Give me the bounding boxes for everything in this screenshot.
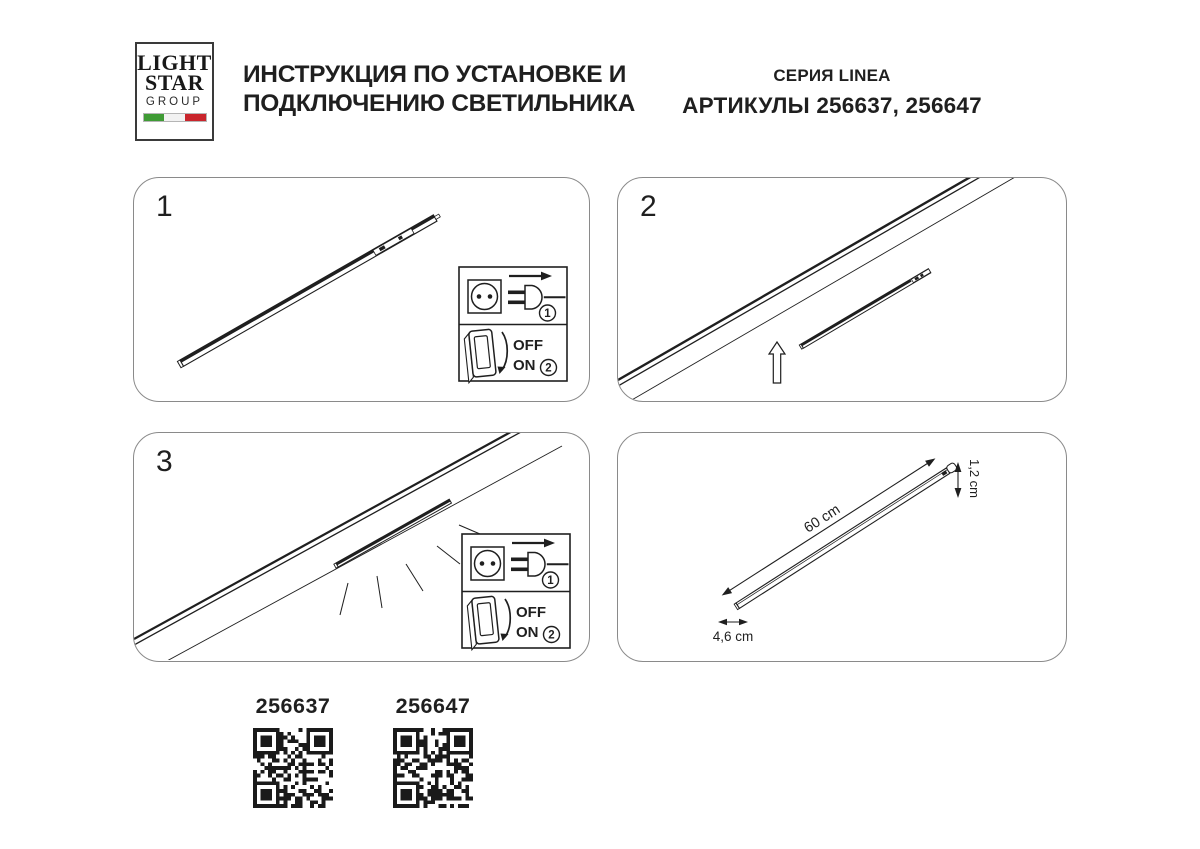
length-dimension bbox=[712, 443, 937, 598]
width-dimension-label: 4,6 cm bbox=[712, 629, 754, 644]
step-2-illustration bbox=[618, 178, 1066, 400]
page-title bbox=[243, 60, 663, 118]
light-fixture bbox=[799, 269, 931, 349]
series-label: СЕРИЯ LINEA bbox=[773, 66, 891, 85]
step-number-badge-1 bbox=[543, 572, 559, 588]
qr-article-label: 256637 bbox=[255, 694, 331, 718]
on-label: ON bbox=[513, 357, 536, 374]
svg-text:2: 2 bbox=[548, 629, 555, 642]
qr-block-256637 bbox=[251, 694, 335, 808]
track-rail bbox=[618, 178, 1022, 400]
flag-white bbox=[164, 114, 185, 121]
svg-text:1: 1 bbox=[544, 308, 551, 321]
step-panel-1 bbox=[133, 177, 590, 402]
step-1-illustration bbox=[134, 178, 589, 400]
flag-red bbox=[185, 114, 206, 121]
dimensions-panel bbox=[617, 432, 1067, 662]
svg-text:2: 2 bbox=[545, 362, 552, 375]
power-instructions-inset bbox=[462, 534, 570, 650]
flag-green bbox=[144, 114, 165, 121]
light-fixture bbox=[177, 212, 441, 367]
qr-code bbox=[253, 728, 333, 808]
articles-label: АРТИКУЛЫ 256637, 256647 bbox=[682, 93, 982, 118]
width-dimension bbox=[713, 619, 754, 644]
off-label: OFF bbox=[513, 337, 543, 354]
off-label: OFF bbox=[516, 604, 546, 621]
qr-block-256647 bbox=[391, 694, 475, 808]
power-instructions-inset bbox=[459, 267, 567, 383]
logo-light: LIGHT bbox=[137, 50, 212, 75]
svg-text:1: 1 bbox=[547, 575, 554, 588]
brand-logo bbox=[135, 42, 214, 141]
step-number-badge-2 bbox=[541, 360, 557, 376]
page-title-line2: ПОДКЛЮЧЕНИЮ СВЕТИЛЬНИКА bbox=[243, 90, 635, 117]
step-number-badge-2 bbox=[544, 627, 560, 643]
height-dimension-label: 1,2 cm bbox=[967, 459, 982, 499]
step-3-number: 3 bbox=[156, 445, 173, 478]
step-2-number: 2 bbox=[640, 190, 657, 223]
light-fixture bbox=[712, 436, 958, 613]
dimensions-illustration bbox=[618, 433, 1066, 660]
qr-article-label: 256647 bbox=[395, 694, 471, 718]
socket-icon bbox=[471, 547, 504, 580]
qr-code bbox=[393, 728, 473, 808]
step-number-badge-1 bbox=[540, 305, 556, 321]
step-panel-3 bbox=[133, 432, 590, 662]
step-panel-2 bbox=[617, 177, 1067, 402]
step-3-illustration bbox=[134, 433, 589, 660]
height-dimension bbox=[955, 459, 982, 498]
page-title-line1: ИНСТРУКЦИЯ ПО УСТАНОВКЕ И bbox=[243, 61, 627, 88]
insert-arrow-icon bbox=[769, 342, 785, 383]
italian-flag-stripe bbox=[144, 114, 206, 121]
step-1-number: 1 bbox=[156, 190, 173, 223]
socket-icon bbox=[468, 280, 501, 313]
on-label: ON bbox=[516, 624, 539, 641]
logo-group: GROUP bbox=[145, 96, 204, 108]
logo-star: STAR bbox=[144, 70, 205, 95]
light-fixture-mounted bbox=[334, 499, 452, 568]
length-dimension-label: 60 cm bbox=[801, 501, 844, 537]
